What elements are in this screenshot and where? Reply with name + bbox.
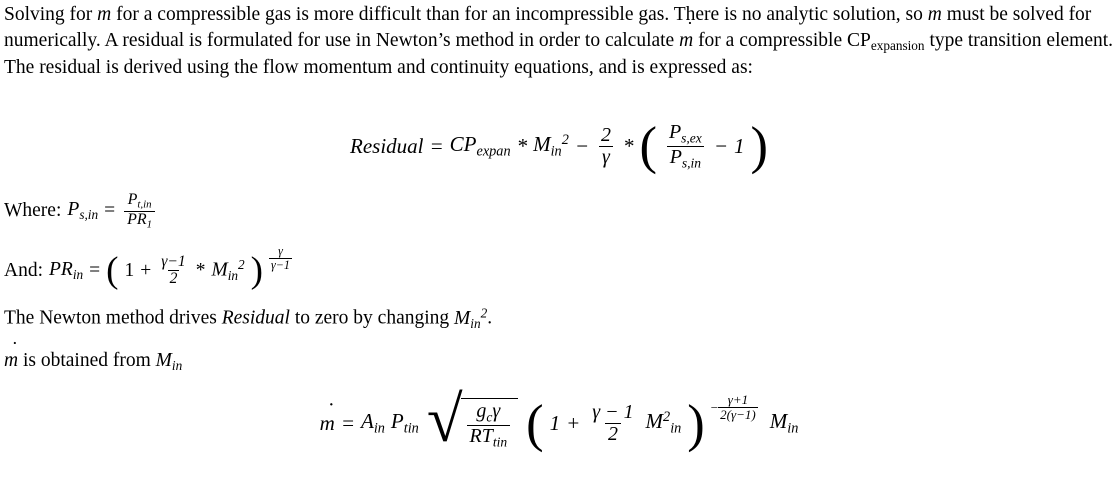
text-segment: to zero by changing xyxy=(289,307,455,329)
text-segment: . xyxy=(487,307,493,329)
and-definition-line xyxy=(4,243,292,292)
mach-term: $M_{in}$ xyxy=(155,350,183,374)
fraction-denominator: γ−1 xyxy=(270,257,290,272)
fraction-denominator: $P_{s,in}$ xyxy=(667,146,704,171)
fraction-numerator: γ+1 xyxy=(727,392,749,408)
mach-exponent: 2 xyxy=(561,131,569,148)
fraction-denominator: $RT_{tin}$ xyxy=(467,425,511,450)
inner-minus-sign: − xyxy=(713,133,728,158)
radical-sign: √ xyxy=(426,384,463,456)
paragraph-intro xyxy=(4,2,1114,80)
mach-subscript: in xyxy=(550,143,562,160)
fraction-denominator: γ xyxy=(599,146,613,168)
equation-massflow xyxy=(0,384,1118,456)
text-segment: for a compressible CP xyxy=(693,29,871,51)
plus-sign: + xyxy=(566,411,581,436)
fraction-numerator: $g_c\gamma$ xyxy=(476,400,501,425)
pressure-ratio-fraction xyxy=(666,122,705,170)
residual-term: Residual xyxy=(221,307,290,329)
text-segment: Solving for xyxy=(4,4,98,25)
residual-lhs: Residual xyxy=(350,133,424,158)
fraction-numerator: γ − 1 xyxy=(592,401,634,424)
text-segment: must be solved for numerically. A residual is formulated for use in Newton’s method in order to calculate xyxy=(4,4,1092,51)
fraction-denominator: 2 xyxy=(169,270,178,288)
m-dot-symbol: m ˙ xyxy=(97,2,111,28)
mach-term: $M_{in}^2$ xyxy=(454,305,488,331)
right-paren: ) xyxy=(750,117,768,176)
paragraph-mdot-obtained xyxy=(4,350,182,374)
mach-squared-term: $M^2_{in}$ xyxy=(645,409,682,437)
right-paren: ) xyxy=(250,250,263,292)
cp-term: $CP_{expan}$ xyxy=(449,131,511,160)
equals-sign: = xyxy=(89,259,101,281)
where-label: Where: xyxy=(4,200,62,222)
left-paren: ( xyxy=(526,394,544,453)
m-dot-symbol: m ˙ xyxy=(320,411,335,436)
text-segment: type transition element. The residual is derived using the flow momentum and continuity equations, and is expressed as: xyxy=(4,29,1114,78)
pr-in-term: $PR_{in}$ xyxy=(49,258,84,282)
radicand xyxy=(461,398,519,449)
m-dot-symbol: m ˙ xyxy=(4,350,18,372)
one-term: 1 xyxy=(549,411,561,436)
fraction-denominator: 2 xyxy=(605,423,621,445)
mach-term: $M_{in}^2$ xyxy=(211,257,245,284)
exponent-negative-sign: − xyxy=(710,400,719,416)
total-pressure-term: $P_{tin}$ xyxy=(390,409,419,437)
multiply-sign: * xyxy=(622,133,634,158)
trailing-mach-term: $M_{in}$ xyxy=(769,409,799,437)
mach-term: $M_{in}^2$ xyxy=(533,131,569,160)
text-segment: The Newton method drives xyxy=(4,307,222,329)
area-term: $A_{in}$ xyxy=(360,409,385,437)
cp-subscript: expan xyxy=(476,143,511,160)
multiply-sign: * xyxy=(516,133,528,158)
gc-gamma-over-rt-fraction xyxy=(467,401,511,449)
m-dot-symbol: m ˙ xyxy=(928,2,942,28)
fraction-numerator: γ−1 xyxy=(161,253,186,270)
equation-residual xyxy=(0,117,1118,176)
where-definition-line xyxy=(4,192,158,231)
text-segment: for a compressible gas is more difficult than for an incompressible gas. There is no analytic solution, so xyxy=(111,4,928,25)
fraction-numerator: γ xyxy=(278,243,283,258)
gamma-minus-one-over-two-fraction xyxy=(589,402,636,445)
inner-one: 1 xyxy=(734,133,745,158)
equals-sign: = xyxy=(104,200,116,222)
exponent-fraction xyxy=(718,393,758,421)
plus-sign: + xyxy=(140,259,152,281)
and-label: And: xyxy=(4,259,43,281)
fraction-numerator: $P_{t,in}$ xyxy=(127,191,152,211)
text-segment: is obtained from xyxy=(18,350,156,371)
gamma-minus-one-over-two-fraction xyxy=(159,254,187,288)
one-term: 1 xyxy=(124,259,135,281)
m-dot-symbol: m ˙ xyxy=(679,28,693,54)
fraction-numerator: 2 xyxy=(601,123,611,146)
two-over-gamma-fraction xyxy=(598,125,614,168)
equals-sign: = xyxy=(429,133,444,158)
multiply-sign: * xyxy=(195,259,206,281)
subscript-expansion: expansion xyxy=(870,37,925,53)
left-paren: ( xyxy=(106,250,119,292)
equals-sign: = xyxy=(340,411,355,436)
pt-over-pr-fraction xyxy=(124,192,155,231)
paragraph-newton-method xyxy=(4,305,492,332)
left-paren: ( xyxy=(639,117,657,176)
exponent-gamma-fraction xyxy=(269,245,292,271)
fraction-denominator: $PR_1$ xyxy=(124,211,155,231)
minus-sign: − xyxy=(574,133,589,158)
fraction-denominator: 2(γ−1) xyxy=(720,406,756,422)
ps-in-term: $P_{s,in}$ xyxy=(67,199,99,223)
fraction-numerator: $P_{s,ex}$ xyxy=(668,121,702,146)
right-paren: ) xyxy=(687,394,705,453)
square-root-group xyxy=(426,384,518,456)
